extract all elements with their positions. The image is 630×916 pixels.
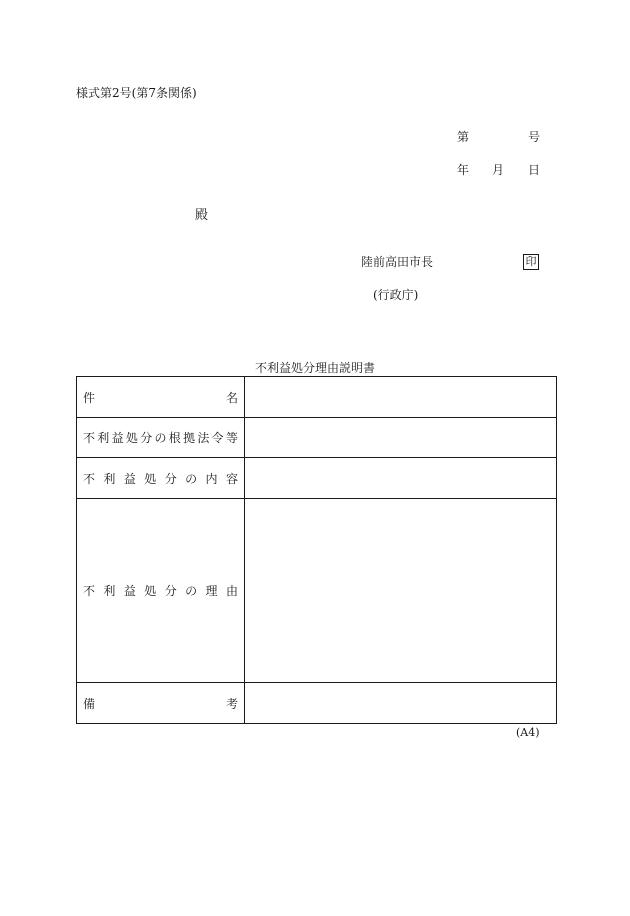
label-char: 備	[83, 696, 96, 711]
label-legal-basis	[77, 418, 245, 458]
label-char: 利	[103, 584, 116, 598]
label-char: の	[185, 471, 198, 486]
paper-size-note: (A4)	[516, 726, 540, 739]
label-char: 利	[103, 471, 116, 486]
issuer-agency: (行政庁)	[373, 288, 419, 302]
label-char: 益	[123, 584, 136, 598]
label-char: 令	[211, 431, 224, 445]
label-case-name	[77, 377, 245, 418]
label-char: 考	[225, 696, 238, 711]
label-char: 分	[140, 431, 153, 445]
label-char: 益	[123, 471, 136, 486]
label-chars	[77, 429, 244, 446]
table-row-content	[77, 458, 557, 499]
issuer-title: 陸前高田市長	[361, 255, 434, 269]
label-char: 分	[164, 584, 177, 598]
label-char: 分	[164, 471, 177, 486]
label-chars	[77, 389, 244, 406]
label-char: 不	[83, 584, 96, 598]
label-char: 処	[144, 584, 157, 598]
value-legal-basis[interactable]	[245, 418, 557, 458]
table-row-remarks	[77, 683, 557, 724]
label-char: 不	[83, 431, 96, 445]
label-char: の	[154, 431, 167, 445]
label-char: 名	[225, 390, 238, 405]
document-title: 不利益処分理由説明書	[254, 361, 375, 375]
label-char: 等	[225, 431, 238, 445]
value-remarks[interactable]	[245, 683, 557, 724]
date-year-label: 年	[457, 163, 470, 177]
label-char: 内	[205, 471, 218, 486]
label-char: の	[185, 584, 198, 598]
value-case-name[interactable]	[245, 377, 557, 418]
label-char: 由	[225, 584, 238, 598]
form-number: 様式第2号(第7条関係)	[76, 86, 197, 100]
label-char: 拠	[183, 431, 196, 445]
label-remarks	[77, 683, 245, 724]
label-char: 法	[197, 431, 210, 445]
document-number-suffix: 号	[528, 130, 541, 144]
label-chars	[77, 582, 244, 599]
seal-stamp: 印	[523, 254, 539, 270]
addressee-honorific: 殿	[195, 208, 209, 223]
label-content	[77, 458, 245, 499]
table-row-case-name	[77, 377, 557, 418]
label-char: 益	[111, 431, 124, 445]
date-month-label: 月	[492, 163, 505, 177]
label-char: 処	[144, 471, 157, 486]
label-reason	[77, 499, 245, 683]
reason-table	[76, 376, 557, 724]
label-char: 件	[83, 390, 96, 405]
table-row-reason	[77, 499, 557, 683]
document-number-prefix: 第	[457, 130, 470, 144]
label-char: 不	[83, 471, 96, 486]
label-char: 利	[97, 431, 110, 445]
label-char: 理	[205, 584, 218, 598]
label-char: 容	[225, 471, 238, 486]
label-char: 処	[125, 431, 138, 445]
value-reason[interactable]	[245, 499, 557, 683]
date-day-label: 日	[528, 163, 541, 177]
label-chars	[77, 470, 244, 487]
table-row-legal-basis	[77, 418, 557, 458]
label-char: 根	[168, 431, 181, 445]
label-chars	[77, 695, 244, 712]
value-content[interactable]	[245, 458, 557, 499]
